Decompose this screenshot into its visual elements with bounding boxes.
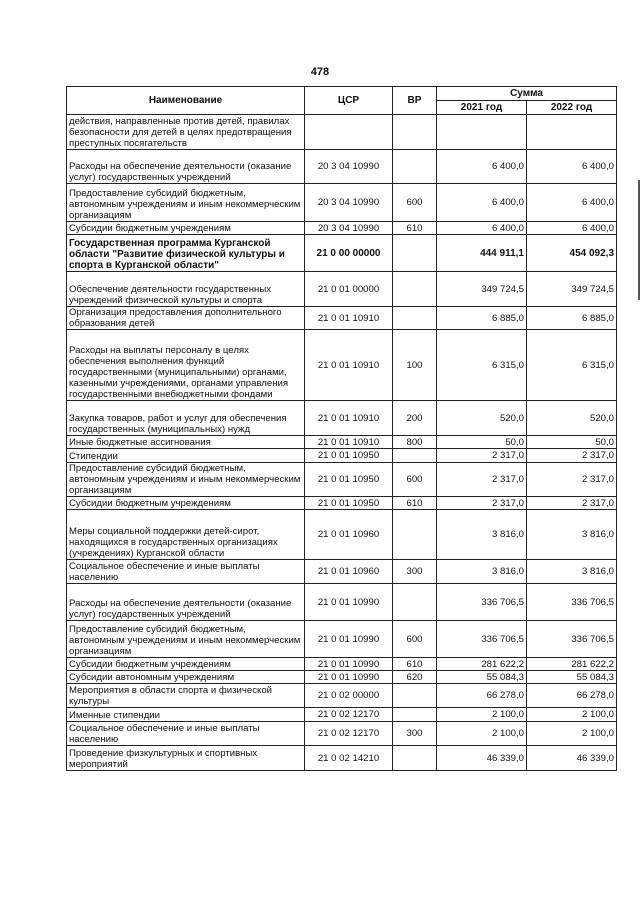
- cell-2021: 444 911,1: [437, 235, 527, 272]
- cell-2022: 50,0: [527, 436, 617, 449]
- cell-name: Предоставление субсидий бюджетным, автономным учреждениям и иным некоммерческим организациям: [67, 621, 305, 658]
- table-row: [67, 510, 617, 560]
- cell-vr: 610: [393, 658, 437, 671]
- cell-csr: 21 0 01 10990: [305, 621, 393, 658]
- cell-name: Социальное обеспечение и иные выплаты населению: [67, 722, 305, 746]
- table-row: [67, 722, 617, 746]
- cell-2022: 2 317,0: [527, 449, 617, 463]
- cell-2022: 349 724,5: [527, 272, 617, 307]
- cell-csr: [305, 115, 393, 150]
- cell-name: Субсидии бюджетным учреждениям: [67, 658, 305, 671]
- cell-vr: 800: [393, 436, 437, 449]
- cell-vr: 100: [393, 330, 437, 401]
- table-row: [67, 684, 617, 708]
- cell-2021: 336 706,5: [437, 584, 527, 621]
- header-name: Наименование: [67, 87, 305, 115]
- cell-csr: 21 0 01 10960: [305, 510, 393, 560]
- cell-2021: 281 622,2: [437, 658, 527, 671]
- table-row: [67, 184, 617, 222]
- table-row: [67, 560, 617, 584]
- header-vr: ВР: [393, 87, 437, 115]
- cell-vr: [393, 449, 437, 463]
- table-row: [67, 497, 617, 510]
- table-row: [67, 150, 617, 184]
- cell-2022: 6 400,0: [527, 150, 617, 184]
- table-row: [67, 235, 617, 272]
- table-row: [67, 621, 617, 658]
- cell-2021: 2 317,0: [437, 449, 527, 463]
- table-row: [67, 449, 617, 463]
- cell-2022: 2 317,0: [527, 497, 617, 510]
- cell-vr: 300: [393, 722, 437, 746]
- cell-csr: 20 3 04 10990: [305, 222, 393, 235]
- cell-name: Социальное обеспечение и иные выплаты населению: [67, 560, 305, 584]
- cell-2021: 55 084,3: [437, 671, 527, 684]
- cell-name: Предоставление субсидий бюджетным, автономным учреждениям и иным некоммерческим организациям: [67, 184, 305, 222]
- cell-csr: 21 0 02 14210: [305, 746, 393, 771]
- cell-vr: 610: [393, 497, 437, 510]
- cell-name: Расходы на обеспечение деятельности (оказание услуг) государственных учреждений: [67, 584, 305, 621]
- cell-name: Субсидии автономным учреждениям: [67, 671, 305, 684]
- cell-vr: 600: [393, 621, 437, 658]
- cell-vr: [393, 684, 437, 708]
- header-2022: 2022 год: [527, 101, 617, 115]
- cell-name: Закупка товаров, работ и услуг для обеспечения государственных (муниципальных) нужд: [67, 401, 305, 436]
- cell-2021: 6 400,0: [437, 184, 527, 222]
- cell-csr: 21 0 01 10910: [305, 307, 393, 330]
- cell-name: Расходы на обеспечение деятельности (оказание услуг) государственных учреждений: [67, 150, 305, 184]
- cell-vr: [393, 235, 437, 272]
- cell-2021: [437, 115, 527, 150]
- cell-csr: 20 3 04 10990: [305, 184, 393, 222]
- table-row: [67, 708, 617, 722]
- cell-csr: 21 0 01 10910: [305, 330, 393, 401]
- cell-vr: [393, 307, 437, 330]
- cell-vr: [393, 746, 437, 771]
- table-row: [67, 671, 617, 684]
- cell-2022: 336 706,5: [527, 584, 617, 621]
- cell-csr: 21 0 01 10950: [305, 463, 393, 497]
- cell-2022: 66 278,0: [527, 684, 617, 708]
- cell-2022: [527, 115, 617, 150]
- cell-csr: 21 0 02 12170: [305, 708, 393, 722]
- cell-name: Именные стипендии: [67, 708, 305, 722]
- cell-csr: 21 0 02 12170: [305, 722, 393, 746]
- cell-name: действия, направленные против детей, правилах безопасности для детей в целях предотвращения преступных посягательств: [67, 115, 305, 150]
- cell-vr: [393, 584, 437, 621]
- cell-2022: 6 315,0: [527, 330, 617, 401]
- cell-csr: 21 0 01 10910: [305, 436, 393, 449]
- table-row: [67, 463, 617, 497]
- table-row: [67, 272, 617, 307]
- page-number: 478: [310, 66, 330, 78]
- cell-2022: 2 317,0: [527, 463, 617, 497]
- cell-2022: 336 706,5: [527, 621, 617, 658]
- header-csr: ЦСР: [305, 87, 393, 115]
- cell-2021: 6 400,0: [437, 222, 527, 235]
- cell-vr: [393, 510, 437, 560]
- table-row: [67, 330, 617, 401]
- cell-2021: 6 400,0: [437, 150, 527, 184]
- table-row: [67, 401, 617, 436]
- cell-2021: 50,0: [437, 436, 527, 449]
- table-row: [67, 436, 617, 449]
- table-row: [67, 584, 617, 621]
- cell-2021: 3 816,0: [437, 510, 527, 560]
- cell-2021: 2 317,0: [437, 463, 527, 497]
- cell-2021: 2 100,0: [437, 722, 527, 746]
- budget-table: [66, 86, 617, 771]
- cell-2021: 336 706,5: [437, 621, 527, 658]
- cell-2022: 6 885,0: [527, 307, 617, 330]
- cell-2022: 3 816,0: [527, 560, 617, 584]
- cell-2021: 3 816,0: [437, 560, 527, 584]
- cell-csr: 21 0 01 00000: [305, 272, 393, 307]
- cell-vr: [393, 150, 437, 184]
- cell-vr: [393, 115, 437, 150]
- cell-vr: [393, 708, 437, 722]
- cell-name: Предоставление субсидий бюджетным, автономным учреждениям и иным некоммерческим организациям: [67, 463, 305, 497]
- header-2021: 2021 год: [437, 101, 527, 115]
- cell-2022: 454 092,3: [527, 235, 617, 272]
- cell-name: Субсидии бюджетным учреждениям: [67, 497, 305, 510]
- cell-2021: 2 100,0: [437, 708, 527, 722]
- table-row: [67, 222, 617, 235]
- cell-name: Проведение физкультурных и спортивных мероприятий: [67, 746, 305, 771]
- cell-2021: 349 724,5: [437, 272, 527, 307]
- cell-vr: 300: [393, 560, 437, 584]
- cell-name: Организация предоставления дополнительного образования детей: [67, 307, 305, 330]
- cell-2021: 6 885,0: [437, 307, 527, 330]
- cell-2021: 520,0: [437, 401, 527, 436]
- cell-name: Обеспечение деятельности государственных учреждений физической культуры и спорта: [67, 272, 305, 307]
- cell-2022: 520,0: [527, 401, 617, 436]
- cell-name: Субсидии бюджетным учреждениям: [67, 222, 305, 235]
- cell-2022: 46 339,0: [527, 746, 617, 771]
- cell-csr: 21 0 01 10950: [305, 497, 393, 510]
- table-body: [67, 115, 617, 771]
- cell-csr: 21 0 01 10990: [305, 658, 393, 671]
- cell-vr: [393, 272, 437, 307]
- table-row: [67, 307, 617, 330]
- cell-csr: 21 0 01 10910: [305, 401, 393, 436]
- cell-name: Иные бюджетные ассигнования: [67, 436, 305, 449]
- cell-csr: 21 0 00 00000: [305, 235, 393, 272]
- cell-2021: 6 315,0: [437, 330, 527, 401]
- cell-vr: 600: [393, 463, 437, 497]
- table-row: [67, 115, 617, 150]
- cell-2022: 55 084,3: [527, 671, 617, 684]
- cell-vr: 620: [393, 671, 437, 684]
- cell-name: Мероприятия в области спорта и физической культуры: [67, 684, 305, 708]
- cell-vr: 200: [393, 401, 437, 436]
- cell-csr: 21 0 01 10960: [305, 560, 393, 584]
- cell-2021: 66 278,0: [437, 684, 527, 708]
- cell-vr: 610: [393, 222, 437, 235]
- cell-csr: 21 0 01 10950: [305, 449, 393, 463]
- cell-2022: 3 816,0: [527, 510, 617, 560]
- table-header: [67, 87, 617, 115]
- cell-csr: 21 0 01 10990: [305, 671, 393, 684]
- cell-2022: 2 100,0: [527, 722, 617, 746]
- cell-2021: 2 317,0: [437, 497, 527, 510]
- cell-2022: 6 400,0: [527, 222, 617, 235]
- cell-name: Меры социальной поддержки детей-сирот, находящихся в государственных организациях (учреждениях) Курганской области: [67, 510, 305, 560]
- cell-csr: 20 3 04 10990: [305, 150, 393, 184]
- cell-2022: 6 400,0: [527, 184, 617, 222]
- table-row: [67, 658, 617, 671]
- cell-vr: 600: [393, 184, 437, 222]
- cell-name: Государственная программа Курганской области "Развитие физической культуры и спорта в Курганской области": [67, 235, 305, 272]
- cell-csr: 21 0 01 10990: [305, 584, 393, 621]
- cell-2021: 46 339,0: [437, 746, 527, 771]
- cell-2022: 281 622,2: [527, 658, 617, 671]
- cell-csr: 21 0 02 00000: [305, 684, 393, 708]
- cell-2022: 2 100,0: [527, 708, 617, 722]
- header-sum: Сумма: [437, 87, 617, 101]
- cell-name: Расходы на выплаты персоналу в целях обеспечения выполнения функций государственными (муниципальными) органами, казенными учреждениями, органами управления государственными внебюджетными фондами: [67, 330, 305, 401]
- cell-name: Стипендии: [67, 449, 305, 463]
- table-row: [67, 746, 617, 771]
